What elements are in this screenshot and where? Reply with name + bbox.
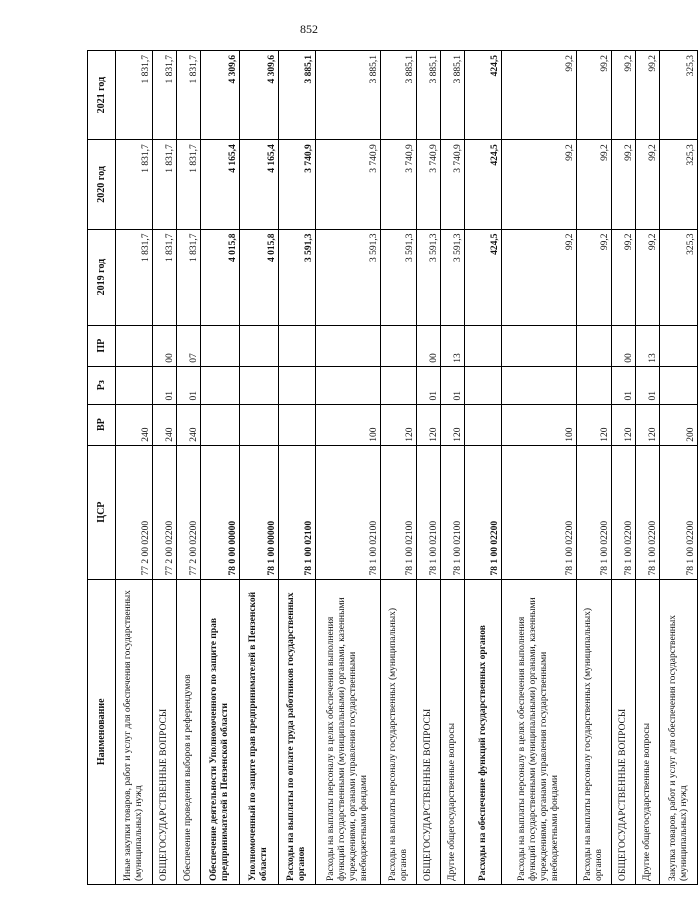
header-csr: ЦСР [88, 445, 116, 579]
cell-2021: 4 309,6 [201, 51, 240, 140]
cell-2021: 3 885,1 [381, 51, 417, 140]
cell-rz [279, 366, 316, 404]
cell-2020: 3 740,9 [381, 140, 417, 229]
cell-2021: 3 885,1 [279, 51, 316, 140]
cell-2020: 424,5 [465, 140, 502, 229]
cell-2019: 1 831,7 [177, 229, 201, 325]
cell-2021: 99,2 [636, 51, 660, 140]
cell-vr [240, 404, 279, 445]
cell-2021: 1 831,7 [116, 51, 153, 140]
cell-rz [577, 366, 612, 404]
cell-2020: 3 740,9 [417, 140, 441, 229]
cell-2019: 99,2 [636, 229, 660, 325]
table-header-row [88, 51, 116, 885]
cell-rz: 01 [177, 366, 201, 404]
table-row [381, 51, 417, 885]
cell-name: Уполномоченный по защите прав предпринимателей в Пензенской области [240, 579, 279, 884]
cell-vr: 120 [636, 404, 660, 445]
cell-pr: 00 [153, 325, 177, 366]
cell-pr: 00 [417, 325, 441, 366]
cell-2021: 3 885,1 [441, 51, 465, 140]
cell-vr [201, 404, 240, 445]
cell-csr: 78 1 00 02200 [502, 445, 577, 579]
table-body [116, 51, 698, 885]
cell-rz [502, 366, 577, 404]
header-name: Наименование [88, 579, 116, 884]
cell-vr: 100 [502, 404, 577, 445]
cell-vr: 120 [577, 404, 612, 445]
cell-csr: 78 1 00 02200 [636, 445, 660, 579]
cell-pr [201, 325, 240, 366]
table-row [177, 51, 201, 885]
cell-pr [577, 325, 612, 366]
cell-2020: 1 831,7 [177, 140, 201, 229]
cell-rz [316, 366, 381, 404]
cell-rz: 01 [417, 366, 441, 404]
table-row [316, 51, 381, 885]
cell-vr: 120 [441, 404, 465, 445]
cell-2021: 3 885,1 [316, 51, 381, 140]
cell-rz: 01 [153, 366, 177, 404]
cell-name: Расходы на выплаты персоналу в целях обеспечения выполнения функций государственными (муниципальными) органами, казенными учреждениями, органами управления государственными внебюджетными фондами [502, 579, 577, 884]
cell-rz: 01 [612, 366, 636, 404]
cell-rz: 01 [441, 366, 465, 404]
cell-2020: 3 740,9 [441, 140, 465, 229]
cell-2019: 99,2 [502, 229, 577, 325]
cell-vr: 240 [153, 404, 177, 445]
cell-2021: 99,2 [502, 51, 577, 140]
cell-csr: 78 1 00 00000 [240, 445, 279, 579]
cell-name: Расходы на выплаты персоналу государственных (муниципальных) органов [381, 579, 417, 884]
cell-2019: 99,2 [612, 229, 636, 325]
table-row [240, 51, 279, 885]
cell-name: ОБЩЕГОСУДАРСТВЕННЫЕ ВОПРОСЫ [153, 579, 177, 884]
cell-name: Расходы на выплаты персоналу в целях обеспечения выполнения функций государственными (муниципальными) органами, казенными учреждениями, органами управления государственными внебюджетными фондами [316, 579, 381, 884]
table-row [636, 51, 660, 885]
cell-pr [240, 325, 279, 366]
table-row [660, 51, 698, 885]
cell-vr: 200 [660, 404, 698, 445]
cell-csr: 77 2 00 02200 [177, 445, 201, 579]
cell-2020: 4 165,4 [240, 140, 279, 229]
cell-csr: 78 1 00 02100 [316, 445, 381, 579]
table-row [279, 51, 316, 885]
budget-table-rotated [87, 50, 696, 885]
cell-pr [279, 325, 316, 366]
cell-name: Расходы на выплаты по оплате труда работников государственных органов [279, 579, 316, 884]
cell-2019: 3 591,3 [316, 229, 381, 325]
cell-vr: 120 [417, 404, 441, 445]
cell-csr: 78 1 00 02100 [417, 445, 441, 579]
cell-2021: 1 831,7 [177, 51, 201, 140]
cell-2019: 3 591,3 [279, 229, 316, 325]
cell-2021: 99,2 [577, 51, 612, 140]
cell-pr [465, 325, 502, 366]
cell-rz: 01 [636, 366, 660, 404]
cell-name: Обеспечение проведения выборов и референдумов [177, 579, 201, 884]
cell-2019: 3 591,3 [381, 229, 417, 325]
cell-csr: 78 1 00 02200 [612, 445, 636, 579]
cell-2021: 424,5 [465, 51, 502, 140]
table-row [441, 51, 465, 885]
table-row [417, 51, 441, 885]
cell-vr: 240 [116, 404, 153, 445]
cell-2020: 99,2 [636, 140, 660, 229]
cell-2020: 1 831,7 [153, 140, 177, 229]
cell-pr: 07 [177, 325, 201, 366]
header-2020: 2020 год [88, 140, 116, 229]
cell-rz [116, 366, 153, 404]
cell-csr: 78 0 00 00000 [201, 445, 240, 579]
cell-2021: 4 309,6 [240, 51, 279, 140]
cell-name: ОБЩЕГОСУДАРСТВЕННЫЕ ВОПРОСЫ [612, 579, 636, 884]
header-vr: ВР [88, 404, 116, 445]
cell-2019: 3 591,3 [417, 229, 441, 325]
cell-rz [381, 366, 417, 404]
cell-vr: 120 [381, 404, 417, 445]
budget-table [87, 50, 698, 885]
cell-2019: 325,3 [660, 229, 698, 325]
cell-csr: 78 1 00 02100 [381, 445, 417, 579]
cell-csr: 77 2 00 02200 [153, 445, 177, 579]
cell-2019: 424,5 [465, 229, 502, 325]
cell-name: ОБЩЕГОСУДАРСТВЕННЫЕ ВОПРОСЫ [417, 579, 441, 884]
cell-vr [465, 404, 502, 445]
cell-2020: 325,3 [660, 140, 698, 229]
cell-2021: 3 885,1 [417, 51, 441, 140]
cell-csr: 78 1 00 02200 [465, 445, 502, 579]
cell-2020: 99,2 [612, 140, 636, 229]
cell-rz [660, 366, 698, 404]
cell-pr: 00 [612, 325, 636, 366]
cell-csr: 78 1 00 02100 [279, 445, 316, 579]
cell-csr: 77 2 00 02200 [116, 445, 153, 579]
cell-name: Расходы на обеспечение функций государственных органов [465, 579, 502, 884]
table-row [502, 51, 577, 885]
cell-csr: 78 1 00 02200 [660, 445, 698, 579]
cell-csr: 78 1 00 02100 [441, 445, 465, 579]
cell-2021: 325,3 [660, 51, 698, 140]
cell-pr: 13 [636, 325, 660, 366]
table-row [153, 51, 177, 885]
table-row [465, 51, 502, 885]
table-row [201, 51, 240, 885]
cell-2019: 4 015,8 [240, 229, 279, 325]
header-rz: Рз [88, 366, 116, 404]
cell-pr [316, 325, 381, 366]
cell-2019: 4 015,8 [201, 229, 240, 325]
cell-2019: 1 831,7 [153, 229, 177, 325]
table-row [612, 51, 636, 885]
cell-name: Расходы на выплаты персоналу государственных (муниципальных) органов [577, 579, 612, 884]
cell-2020: 3 740,9 [279, 140, 316, 229]
cell-csr: 78 1 00 02200 [577, 445, 612, 579]
cell-2021: 99,2 [612, 51, 636, 140]
cell-rz [465, 366, 502, 404]
cell-pr [660, 325, 698, 366]
page-number: 852 [300, 22, 318, 36]
cell-2020: 3 740,9 [316, 140, 381, 229]
cell-2020: 1 831,7 [116, 140, 153, 229]
cell-pr [502, 325, 577, 366]
table-row [116, 51, 153, 885]
cell-name: Другие общегосударственные вопросы [441, 579, 465, 884]
cell-name: Обеспечение деятельности Уполномоченного по защите прав предпринимателей в Пензенской области [201, 579, 240, 884]
cell-2020: 99,2 [502, 140, 577, 229]
cell-name: Закупка товаров, работ и услуг для обеспечения государственных (муниципальных) нужд [660, 579, 698, 884]
cell-pr [381, 325, 417, 366]
header-2021: 2021 год [88, 51, 116, 140]
header-2019: 2019 год [88, 229, 116, 325]
cell-rz [201, 366, 240, 404]
table-row [577, 51, 612, 885]
cell-2019: 1 831,7 [116, 229, 153, 325]
cell-vr: 240 [177, 404, 201, 445]
cell-rz [240, 366, 279, 404]
cell-2020: 4 165,4 [201, 140, 240, 229]
cell-vr [279, 404, 316, 445]
cell-vr: 100 [316, 404, 381, 445]
cell-2019: 99,2 [577, 229, 612, 325]
cell-2019: 3 591,3 [441, 229, 465, 325]
header-pr: ПР [88, 325, 116, 366]
cell-vr: 120 [612, 404, 636, 445]
cell-name: Другие общегосударственные вопросы [636, 579, 660, 884]
cell-pr [116, 325, 153, 366]
cell-2021: 1 831,7 [153, 51, 177, 140]
cell-2020: 99,2 [577, 140, 612, 229]
cell-pr: 13 [441, 325, 465, 366]
cell-name: Иные закупки товаров, работ и услуг для обеспечения государственных (муниципальных) нужд [116, 579, 153, 884]
